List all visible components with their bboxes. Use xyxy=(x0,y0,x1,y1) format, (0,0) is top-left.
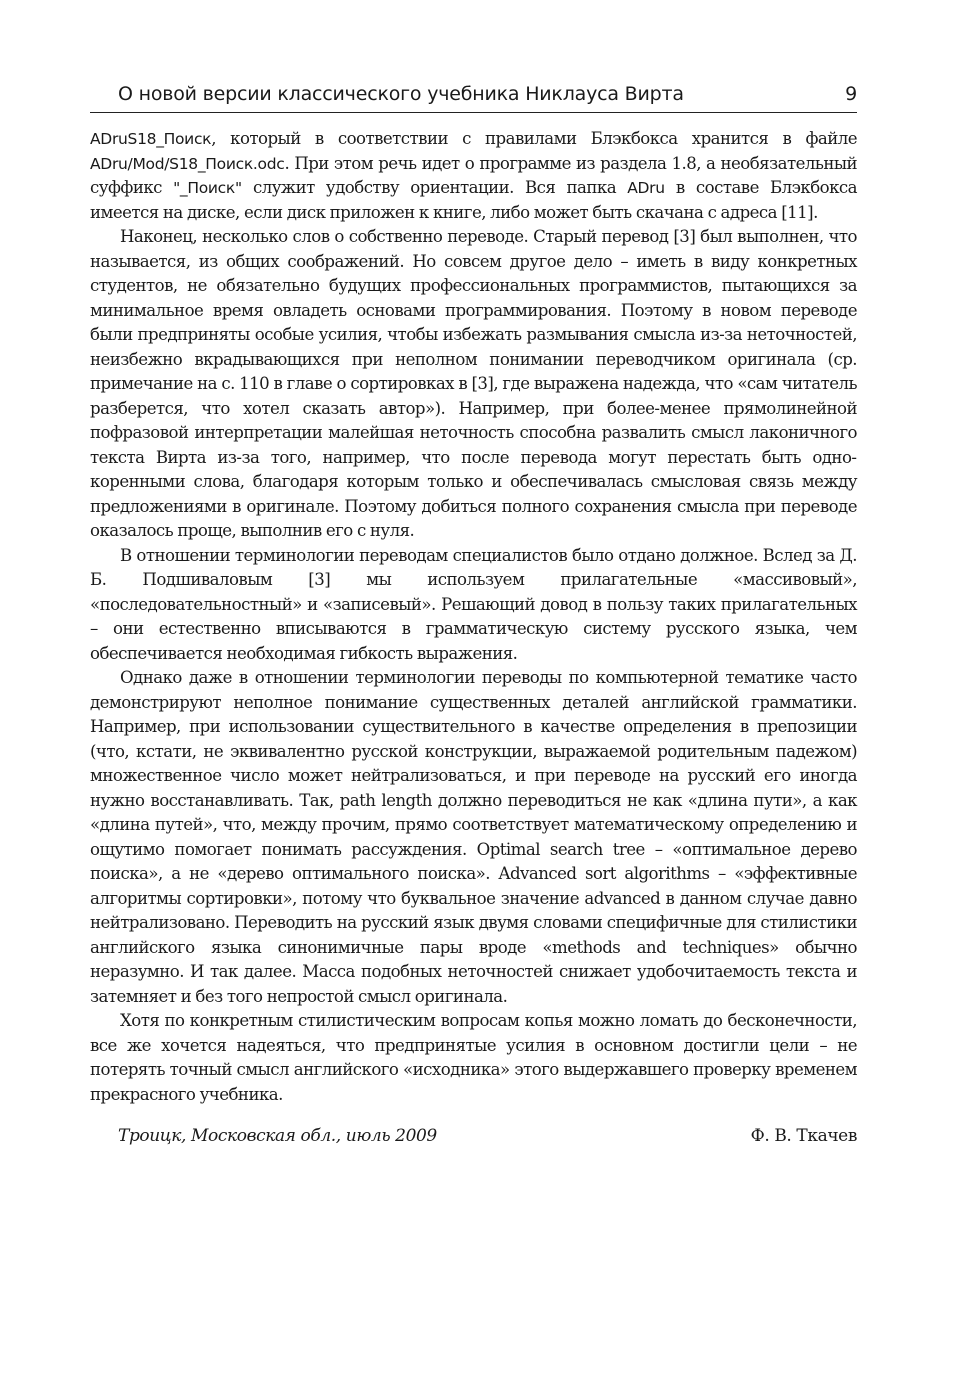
code-file-path: ADru/Mod/S18_Поиск.odc xyxy=(90,154,285,173)
paragraph-4: Однако даже в отношении терминологии переводы по компьютерной тематике часто демонстрируют неполное понимание существенных деталей английской грамматики. Например, при использовании существительного в качестве определения в препозиции (что, кстати, не эквивалентно русской конструкции, выражаемой родительным падежом) множественное число может нейтрализоваться, и при переводе на русский его иногда нужно восстанавливать. Так, path length должно переводиться не как «длина пути», а как «длина путей», что, между прочим, прямо соответствует математическому определению и ощутимо помогает понимать рассуждения. Optimal search tree – «оптимальное дерево поиска», а не «дерево оптимального поиска». Advanced sort algorithms – «эффективные алгоритмы сортировки», потому что буквальное значение advanced в данном случае давно нейтрализовано. Переводить на русский язык двумя словами специфичные для стилистики английского языка синонимичные пары вроде «methods and techniques» обычно неразумно. И так далее. Масса подобных неточностей снижает удобочитаемость текста и затемняет и без того непростой смысл оригинала. xyxy=(90,668,857,1006)
author-name: Ф. В. Ткачев xyxy=(750,1126,857,1146)
paragraph-1-text-a: , который в соответствии с правилами Блэкбокса хранится в файле xyxy=(211,129,857,148)
paragraph-5: Хотя по конкретным стилистическим вопросам копья можно ломать до бесконечности, все же хочется надеяться, что предпринятые усилия в основном достигли цели – не потерять точный смысл английского «исходника» этого выдержавшего проверку временем прекрасного учебника. xyxy=(90,1011,857,1104)
paragraph-2: Наконец, несколько слов о собственно переводе. Старый перевод [3] был выполнен, что называется, из общих соображений. Но совсем другое дело – иметь в виду конкретных студентов, не обязательно будущих профессиональных программистов, пытающихся за минимальное время овладеть основами программирования. Поэтому в новом переводе были предприняты особые усилия, чтобы избежать размывания смысла из-за неточностей, неизбежно вкрадывающихся при неполном понимании переводчиком оригинала (ср. примечание на с. 110 в главе о сортировках в [3], где выражена надежда, что «сам читатель разберется, что хотел сказать автор»). Например, при более-менее прямолинейной пофразовой интерпретации малейшая неточность способна развалить смысл лаконичного текста Вирта из-за того, например, что после перевода могут перестать быть однокоренными слова, благодаря которым только и обеспечивалась смысловая связь между предложениями в оригинале. Поэтому добиться полного сохранения смысла при переводе оказалось проще, выполнив его с нуля. xyxy=(90,227,857,540)
paragraph-1-text-d: в составе Блэкбокса имеется на диске, если диск приложен к книге, либо может быть скачана с адреса [11]. xyxy=(90,178,858,222)
code-folder: ADru xyxy=(627,179,665,197)
paragraph-1-text-b: . При этом речь идет о программе из раздела 1.8, а необязательный суффикс xyxy=(90,153,857,197)
paragraph-1 xyxy=(90,127,857,225)
running-header xyxy=(90,82,857,113)
page xyxy=(90,82,857,1148)
code-module-name: ADruS18_Поиск xyxy=(90,130,212,148)
place-date: Троицк, Московская обл., июль 2009 xyxy=(118,1126,437,1146)
body-text xyxy=(90,127,857,1107)
paragraph-3: В отношении терминологии переводам специалистов было отдано должное. Вслед за Д. Б. Подшиваловым [3] мы используем прилагательные «массивовый», «последовательностный» и «записевый». Решающий довод в пользу таких прилагательных – они естественно вписываются в грамматическую систему русского языка, чем обеспечивается необходимая гибкость выражения. xyxy=(90,545,857,663)
code-suffix: "_Поиск" xyxy=(173,179,242,197)
signature-line xyxy=(90,1124,857,1148)
page-number: 9 xyxy=(845,83,857,105)
running-title: О новой версии классического учебника Никлауса Вирта xyxy=(118,83,684,105)
paragraph-1-text-c: служит удобству ориентации. Вся папка xyxy=(241,178,628,197)
